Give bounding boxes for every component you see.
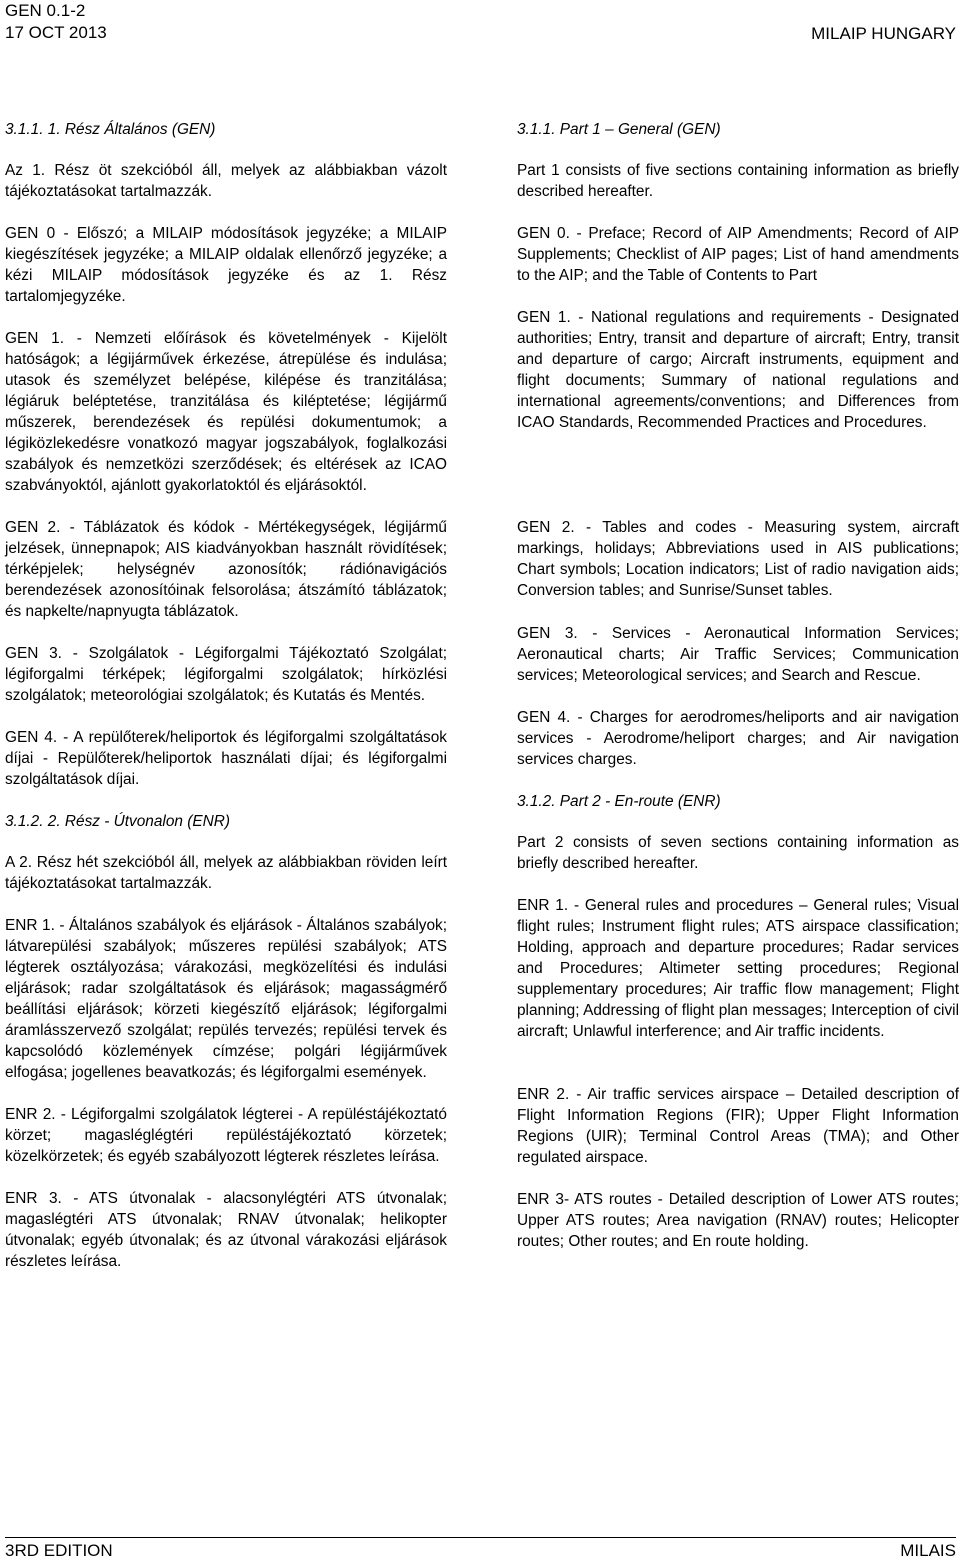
section-heading-part1-hu: 3.1.1. 1. Rész Általános (GEN) [5, 121, 216, 138]
paragraph-gen1-en: GEN 1. - National regulations and requirements - Designated authorities; Entry, transit and departure of aircraft; Entry, transit and departure of cargo; Aircraft instruments, equipment and flight documents; Summary of national regulations and international agreements/conventions; and Differences from ICAO Standards, Recommended Practices and Procedures. [517, 309, 959, 431]
paragraph-part1-intro-hu: Az 1. Rész öt szekcióból áll, melyek az alábbiakban vázolt tájékoztatásokat tartalmazzák. [5, 162, 447, 200]
paragraph-gen1-hu: GEN 1. - Nemzeti előírások és követelmények - Kijelölt hatóságok; a légijárművek érkezése, átrepülése és indulása; utasok és személyzet belépése, kilépése és tranzitálása; légiáruk beléptetése, tranzitálása és kiléptetése; légijármű műszerek, berendezések és repülési dokumentumok; a légiközlekedésre vonatkozó magyar jogszabályok, foglalkozási szabályok és nemzetközi szerződések; és eltérések az ICAO szabványoktól, ajánlott gyakorlatoktól és eljárásoktól. [5, 330, 447, 494]
publisher-label: MILAIS [900, 1541, 956, 1560]
paragraph-gen2-hu: GEN 2. - Táblázatok és kódok - Mértékegységek, légijármű jelzések, ünnepnapok; AIS kiadványokban használt rövidítések; térképjelek; helységnév azonosítók; rádiónavigációs berendezések azonosítóinak felsorolása; átszámító táblázatok; és napkelte/napnyugta táblázatok. [5, 519, 447, 620]
paragraph-part2-intro-en: Part 2 consists of seven sections containing information as briefly described hereafter. [517, 834, 959, 872]
publication-date: 17 OCT 2013 [5, 23, 107, 42]
paragraph-enr3-en: ENR 3- ATS routes - Detailed description of Lower ATS routes; Upper ATS routes; Area navigation (RNAV) routes; Helicopter routes; Other routes; and En route holding. [517, 1191, 959, 1250]
edition-label: 3RD EDITION [5, 1541, 113, 1560]
paragraph-gen2-en: GEN 2. - Tables and codes - Measuring system, aircraft markings, holidays; Abbreviations used in AIS publications; Chart symbols; Location indicators; List of radio navigation aids; Conversion tables; and Sunrise/Sunset tables. [517, 519, 959, 599]
paragraph-part1-intro-en: Part 1 consists of five sections containing information as briefly described hereafter. [517, 162, 959, 200]
document-reference: GEN 0.1-2 [5, 1, 86, 20]
paragraph-enr1-hu: ENR 1. - Általános szabályok és eljárások - Általános szabályok; látvarepülési szabályok; műszeres repülési szabályok; ATS légterek osztályozása; várakozási, megközelítési és indulási eljárások; radar szolgáltatások és eljárások; magasságmérő beállítási eljárások; körzeti kiegészítő eljárások; légiforgalmi áramlásszervező szolgálat; repülés tervezés; repülési tervek és kapcsolódó közlemények címzése; polgári légijárművek elfogása; jogellenes beavatkozás; és légiforgalmi események. [5, 917, 447, 1081]
paragraph-enr1-en: ENR 1. - General rules and procedures – General rules; Visual flight rules; Instrument flight rules; ATS airspace classification; Holding, approach and departure procedures; Radar services and Procedures; Altimeter setting procedures; Regional supplementary procedures; Air traffic flow management; Flight planning; Addressing of flight plan messages; Interception of civil aircraft; Unlawful interference; and Air traffic incidents. [517, 897, 959, 1040]
section-heading-part1-en: 3.1.1. Part 1 – General (GEN) [517, 121, 721, 138]
english-column [517, 119, 959, 1252]
paragraph-gen0-hu: GEN 0 - Előszó; a MILAIP módosítások jegyzéke; a MILAIP kiegészítések jegyzéke; a MILAIP oldalak ellenőrző jegyzéke; a kézi MILAIP módosítások jegyzéke és az 1. Rész tartalomjegyzéke. [5, 225, 447, 305]
paragraph-gen4-en: GEN 4. - Charges for aerodromes/heliports and air navigation services - Aerodrome/heliport charges; and Air navigation services charges. [517, 709, 959, 768]
section-heading-part2-hu: 3.1.2. 2. Rész - Útvonalon (ENR) [5, 813, 230, 830]
paragraph-enr2-hu: ENR 2. - Légiforgalmi szolgálatok légterei - A repüléstájékoztató körzet; magasléglégtéri repüléstájékoztató körzetek; közelkörzetek; és egyéb szabályozott légterek részletes leírása. [5, 1106, 447, 1165]
paragraph-gen3-en: GEN 3. - Services - Aeronautical Information Services; Aeronautical charts; Air Traffic Services; Communication services; Meteorological services; and Search and Rescue. [517, 625, 959, 684]
page-header-left [5, 0, 107, 44]
paragraph-gen0-en: GEN 0. - Preface; Record of AIP Amendments; Record of AIP Supplements; Checklist of AIP pages; List of hand amendments to the AIP; and the Table of Contents to Part [517, 225, 959, 284]
paragraph-enr2-en: ENR 2. - Air traffic services airspace – Detailed description of Flight Information Regions (FIR); Upper Flight Information Regions (UIR); Terminal Control Areas (TMA); and Other regulated airspace. [517, 1086, 959, 1166]
paragraph-gen4-hu: GEN 4. - A repülőterek/heliportok és légiforgalmi szolgáltatások díjai - Repülőterek/heliportok használati díjai; és légiforgalmi szolgáltatások díjai. [5, 729, 447, 788]
publication-name: MILAIP HUNGARY [811, 24, 956, 43]
paragraph-gen3-hu: GEN 3. - Szolgálatok - Légiforgalmi Tájékoztató Szolgálat; légiforgalmi térképek; légiforgalmi szolgálatok; hírközlési szolgálatok; meteorológiai szolgálatok; és Kutatás és Mentés. [5, 645, 447, 704]
hungarian-column [5, 119, 447, 1272]
paragraph-enr3-hu: ENR 3. - ATS útvonalak - alacsonylégtéri ATS útvonalak; magaslégtéri ATS útvonalak; RNAV útvonalak; helikopter útvonalak; egyéb útvonalak; és az útvonal várakozási eljárások részletes leírása. [5, 1190, 447, 1270]
section-heading-part2-en: 3.1.2. Part 2 - En-route (ENR) [517, 793, 721, 810]
footer-divider [5, 1537, 956, 1538]
paragraph-part2-intro-hu: A 2. Rész hét szekcióból áll, melyek az alábbiakban röviden leírt tájékoztatásokat tartalmazzák. [5, 854, 447, 892]
